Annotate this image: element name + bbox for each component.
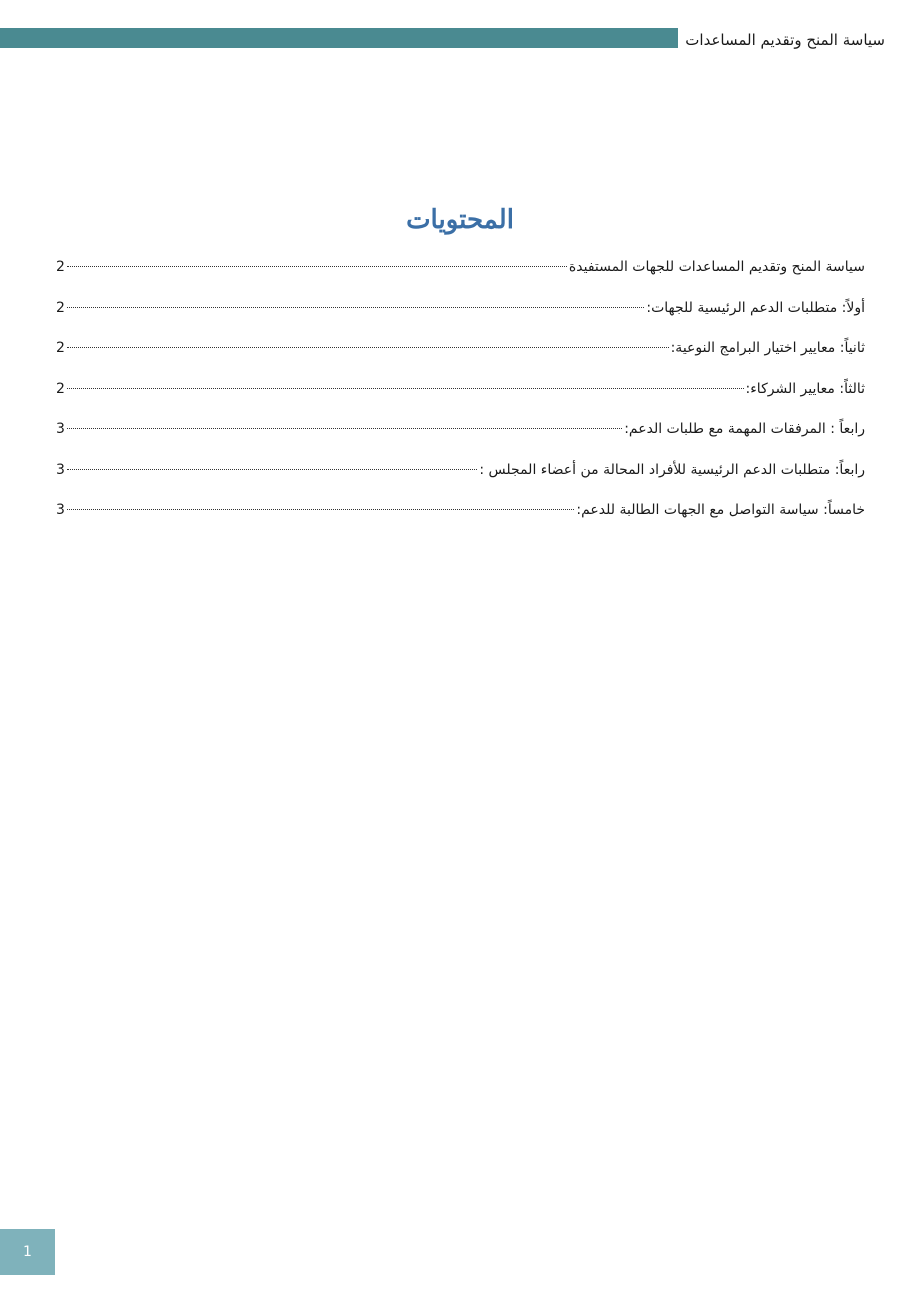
toc-entry-page: 3 [56,461,65,478]
toc-entry-title: رابعاً: متطلبات الدعم الرئيسية للأفراد المحالة من أعضاء المجلس : [479,461,865,478]
toc-entry-title: رابعاً : المرفقات المهمة مع طلبات الدعم: [624,421,865,437]
page-number: 1 [23,1244,32,1260]
toc-entry-page: 2 [56,299,65,316]
table-of-contents [56,256,865,540]
toc-dot-leader [67,509,574,510]
toc-entry[interactable] [56,256,865,297]
toc-dot-leader [67,266,567,267]
toc-entry-page: 2 [56,259,65,275]
toc-entry-title: خامساً: سياسة التواصل مع الجهات الطالبة للدعم: [576,502,865,518]
toc-entry-page: 2 [56,340,65,356]
toc-dot-leader [67,388,744,389]
toc-dot-leader [67,428,622,429]
toc-entry[interactable] [56,337,865,378]
toc-heading: المحتويات [406,205,514,235]
toc-entry[interactable] [56,297,865,338]
toc-entry-page: 2 [56,380,65,397]
toc-entry-title: سياسة المنح وتقديم المساعدات للجهات المستفيدة [568,259,865,275]
toc-entry-page: 3 [56,421,65,437]
toc-entry[interactable] [56,499,865,540]
toc-dot-leader [67,347,669,348]
toc-dot-leader [67,307,644,308]
toc-entry[interactable] [56,418,865,459]
toc-entry[interactable] [56,459,865,500]
toc-entry-title: أولاً: متطلبات الدعم الرئيسية للجهات: [646,299,865,316]
page-number-badge [0,1229,55,1275]
toc-dot-leader [67,469,477,470]
toc-entry-title: ثالثاً: معايير الشركاء: [745,380,865,397]
header-title: سياسة المنح وتقديم المساعدات [685,31,885,49]
header-accent-bar [0,28,678,48]
toc-entry-page: 3 [56,502,65,518]
toc-entry[interactable] [56,378,865,419]
toc-entry-title: ثانياً: معايير اختيار البرامج النوعية: [670,340,865,356]
